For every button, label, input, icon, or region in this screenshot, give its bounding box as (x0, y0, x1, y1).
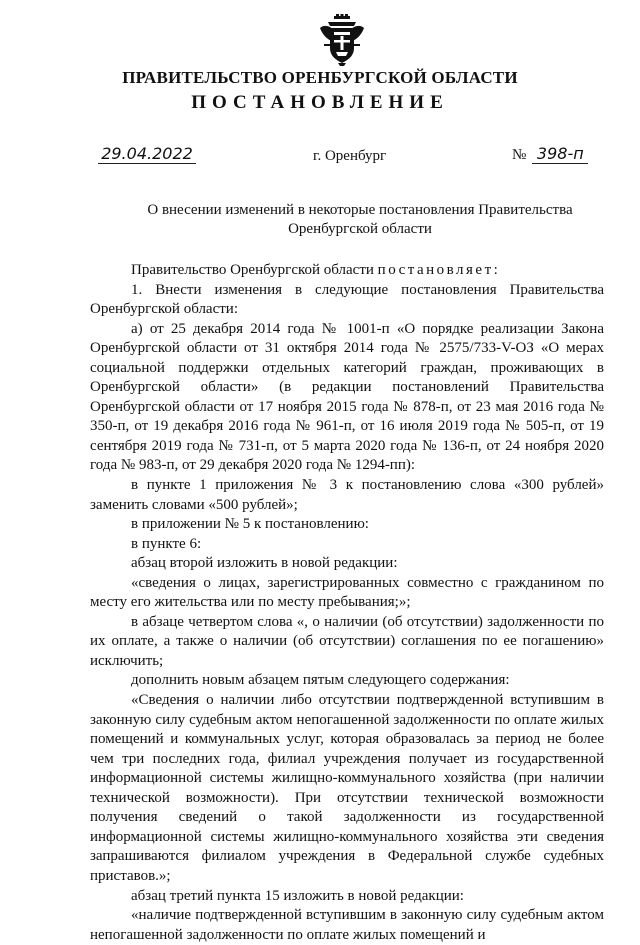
paragraph: «Сведения о наличии либо отсутствии подтвержденной вступившим в законную силу судебным актом непогашенной задолженности по оплате жилых помещений и коммунальных услуг, которая образовалась за период не более чем три последних года, филиал учреждения получает из государственной информационной системы жилищно-коммунального хозяйства (при наличии технической возможности). При отсутствии технической возможности получения сведений о такой задолженности из государственной информационной системы жилищно-коммунального хозяйства эти сведения запрашиваются филиалом учреждения в Федеральной службе судебных приставов.»; (90, 692, 604, 884)
paragraph: в пункте 1 приложения № 3 к постановлению слова «300 рублей» заменить словами «500 рублей»; (90, 477, 604, 513)
paragraph: в абзаце четвертом слова «, о наличии (об отсутствии) задолженности по их оплате, а также о наличии (об отсутствии) соглашения по ее погашению» исключить; (90, 613, 604, 669)
paragraph: «сведения о лицах, зарегистрированных совместно с гражданином по месту его жительства или по месту пребывания;»; (90, 574, 604, 611)
coat-of-arms-icon (318, 14, 366, 66)
document-subject (0, 201, 640, 239)
preamble-subject: Правительство Оренбургской области (131, 262, 374, 278)
paragraph: в пункте 6: (131, 535, 202, 552)
document-city: г. Оренбург (313, 148, 387, 164)
paragraph: «наличие подтвержденной вступившим в законную силу судебным актом непогашенной задолженности по оплате жилых помещений и (90, 907, 604, 943)
document-number-field (512, 145, 588, 164)
preamble (90, 261, 604, 281)
document-body (90, 261, 604, 945)
subject-line-2: Оренбургской области (288, 221, 432, 237)
paragraph: в приложении № 5 к постановлению: (131, 516, 369, 533)
government-name: ПРАВИТЕЛЬСТВО ОРЕНБУРГСКОЙ ОБЛАСТИ (122, 68, 518, 87)
number-label: № (512, 147, 527, 163)
paragraph: абзац второй изложить в новой редакции: (131, 555, 398, 572)
paragraph: а) от 25 декабря 2014 года № 1001-п «О порядке реализации Закона Оренбургской области от 31 октября 2014 года № 2575/733-V-ОЗ «О мерах социальной поддержки отдельных категорий граждан, проживающих в Оренбургской области» (в редакции постановлений Правительства Оренбургской области от 17 ноября 2015 года № 878-п, от 23 мая 2016 года № 350-п, от 19 декабря 2016 года № 961-п, от 16 июля 2019 года № 505-п, от 19 сентября 2019 года № 731-п, от 5 марта 2020 года № 136-п, от 24 ноября 2020 года № 983-п, от 29 декабря 2020 года № 1294-пп): (90, 320, 604, 474)
document-number: 398-п (532, 145, 588, 164)
document-type: ПОСТАНОВЛЕНИЕ (191, 92, 449, 113)
preamble-verb: постановляет: (377, 262, 501, 278)
paragraph: дополнить новым абзацем пятым следующего содержания: (131, 672, 510, 689)
subject-line-1: О внесении изменений в некоторые постановления Правительства (147, 202, 573, 218)
paragraph: 1. Внести изменения в следующие постановления Правительства Оренбургской области: (90, 281, 604, 318)
paragraph: абзац третий пункта 15 изложить в новой редакции: (131, 887, 464, 904)
document-date: 29.04.2022 (98, 145, 196, 164)
